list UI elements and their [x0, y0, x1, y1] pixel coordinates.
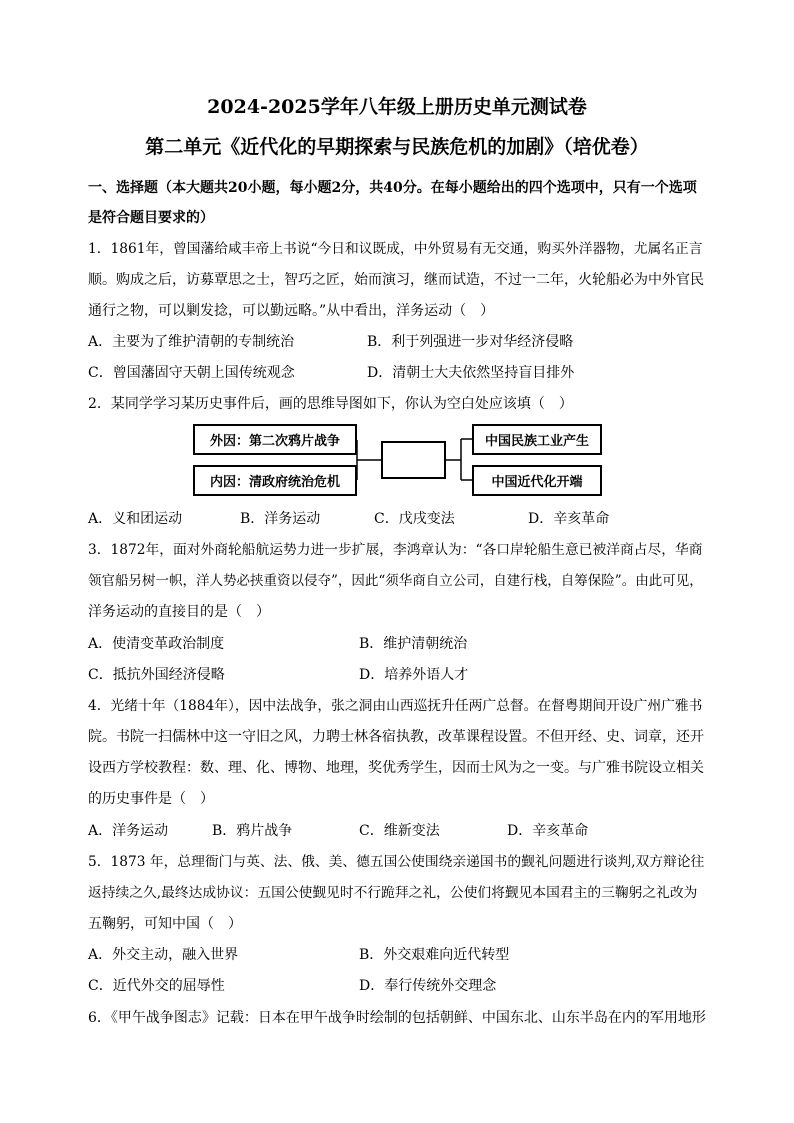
section-heading-cont: 是符合题目要求的）	[88, 210, 214, 226]
unit-subtitle: 第二单元《近代化的早期探索与民族危机的加剧》（培优卷）	[145, 136, 649, 158]
q4-option-a: A．洋务运动	[88, 823, 169, 839]
q5-option-a: A．外交主动，融入世界	[88, 947, 239, 963]
section-heading: 一、选择题（本大题共20小题，每小题2分，共40分。在每小题给出的四个选项中，只有一个选项	[88, 180, 697, 196]
q4-line: 院。书院一扫儒林中这一守旧之风，力聘士林各宿执教，改革课程设置。不但开经、史、词章，还开	[88, 729, 704, 745]
q1-line: 1．1861年，曾国藩给咸丰帝上书说“今日和议既成，中外贸易有无交通，购买外洋器物，尤属名正言	[88, 241, 703, 257]
q3-line: 洋务运动的直接目的是（ ）	[88, 604, 270, 620]
q1-line: 顺。购成之后，访募覃思之士，智巧之匠，始而演习，继而试造，不过一二年，火轮船必为中外官民	[88, 272, 704, 288]
q5-option-b: B．外交艰难向近代转型	[359, 947, 510, 963]
mind-map-box-national-industry: 中国民族工业产生	[472, 424, 602, 455]
q1-option-c: C．曾国藩固守天朝上国传统观念	[88, 365, 295, 381]
q5-line: 5．1873 年，总理衙门与英、法、俄、美、德五国公使围绕亲递国书的觐礼问题进行谈判,双方辩论往	[88, 854, 705, 870]
q3-option-a: A．使清变革政治制度	[88, 636, 225, 652]
q1-option-d: D．清朝士大夫依然坚持盲目排外	[367, 365, 575, 381]
q4-option-b: B．鸦片战争	[212, 823, 293, 839]
exam-title: 2024-2025学年八年级上册历史单元测试卷	[207, 96, 587, 118]
q2-option-a: A．义和团运动	[88, 511, 183, 527]
q4-line: 4．光绪十年（1884年），因中法战争，张之洞由山西巡抚升任两广总督。在督粤期间开设广州广雅书	[88, 698, 703, 714]
q2-stem: 2．某同学学习某历史事件后，画的思维导图如下，你认为空白处应该填（ ）	[88, 396, 573, 412]
q3-option-d: D．培养外语人才	[359, 667, 469, 683]
q5-line: 五鞠躬，可知中国（ ）	[88, 916, 242, 932]
q3-line: 3．1872年，面对外商轮船航运势力进一步扩展，李鸿章认为：“各口岸轮船生意已被洋商占尽，华商	[88, 542, 703, 558]
q2-option-b: B．洋务运动	[240, 511, 321, 527]
q3-option-c: C．抵抗外国经济侵略	[88, 667, 225, 683]
q3-option-b: B．维护清朝统治	[359, 636, 468, 652]
q3-line: 领官船另树一帜，洋人势必挟重资以侵夺”，因此“须华商自立公司，自建行栈，自筹保险”。由此可见，	[88, 573, 703, 589]
q1-option-b: B．利于列强进一步对华经济侵略	[367, 334, 574, 350]
q1-line: 通行之物，可以剿发捻，可以勤远略。”从中看出，洋务运动（ ）	[88, 303, 495, 319]
q4-option-d: D．辛亥革命	[507, 823, 589, 839]
q5-option-d: D．奉行传统外交理念	[359, 978, 497, 994]
q5-option-c: C．近代外交的屈辱性	[88, 978, 225, 994]
q4-line: 的历史事件是（ ）	[88, 791, 214, 807]
q2-option-c: C．戊戌变法	[374, 511, 455, 527]
mind-map-box-modernization-start: 中国近代化开端	[472, 465, 602, 496]
q4-option-c: C．维新变法	[359, 823, 440, 839]
q6-line: 6．《甲午战争图志》记载：日本在甲午战争时绘制的包括朝鲜、中国东北、山东半岛在内的军用地形	[88, 1010, 706, 1026]
q4-line: 设西方学校教程：数、理、化、博物、地理，奖优秀学生，因而士风为之一变。与广雅书院设立相关	[88, 760, 704, 776]
q1-option-a: A．主要为了维护清朝的专制统治	[88, 334, 295, 350]
q5-line: 返持续之久,最终达成协议：五国公使觐见时不行跪拜之礼，公使们将觐见本国君主的三鞠躬之礼改为	[88, 885, 698, 901]
mind-map-blank-box	[381, 441, 446, 479]
q2-option-d: D．辛亥革命	[528, 511, 610, 527]
mind-map-box-internal-cause: 内因：清政府统治危机	[193, 465, 357, 496]
mind-map-box-external-cause: 外因：第二次鸦片战争	[193, 424, 357, 455]
